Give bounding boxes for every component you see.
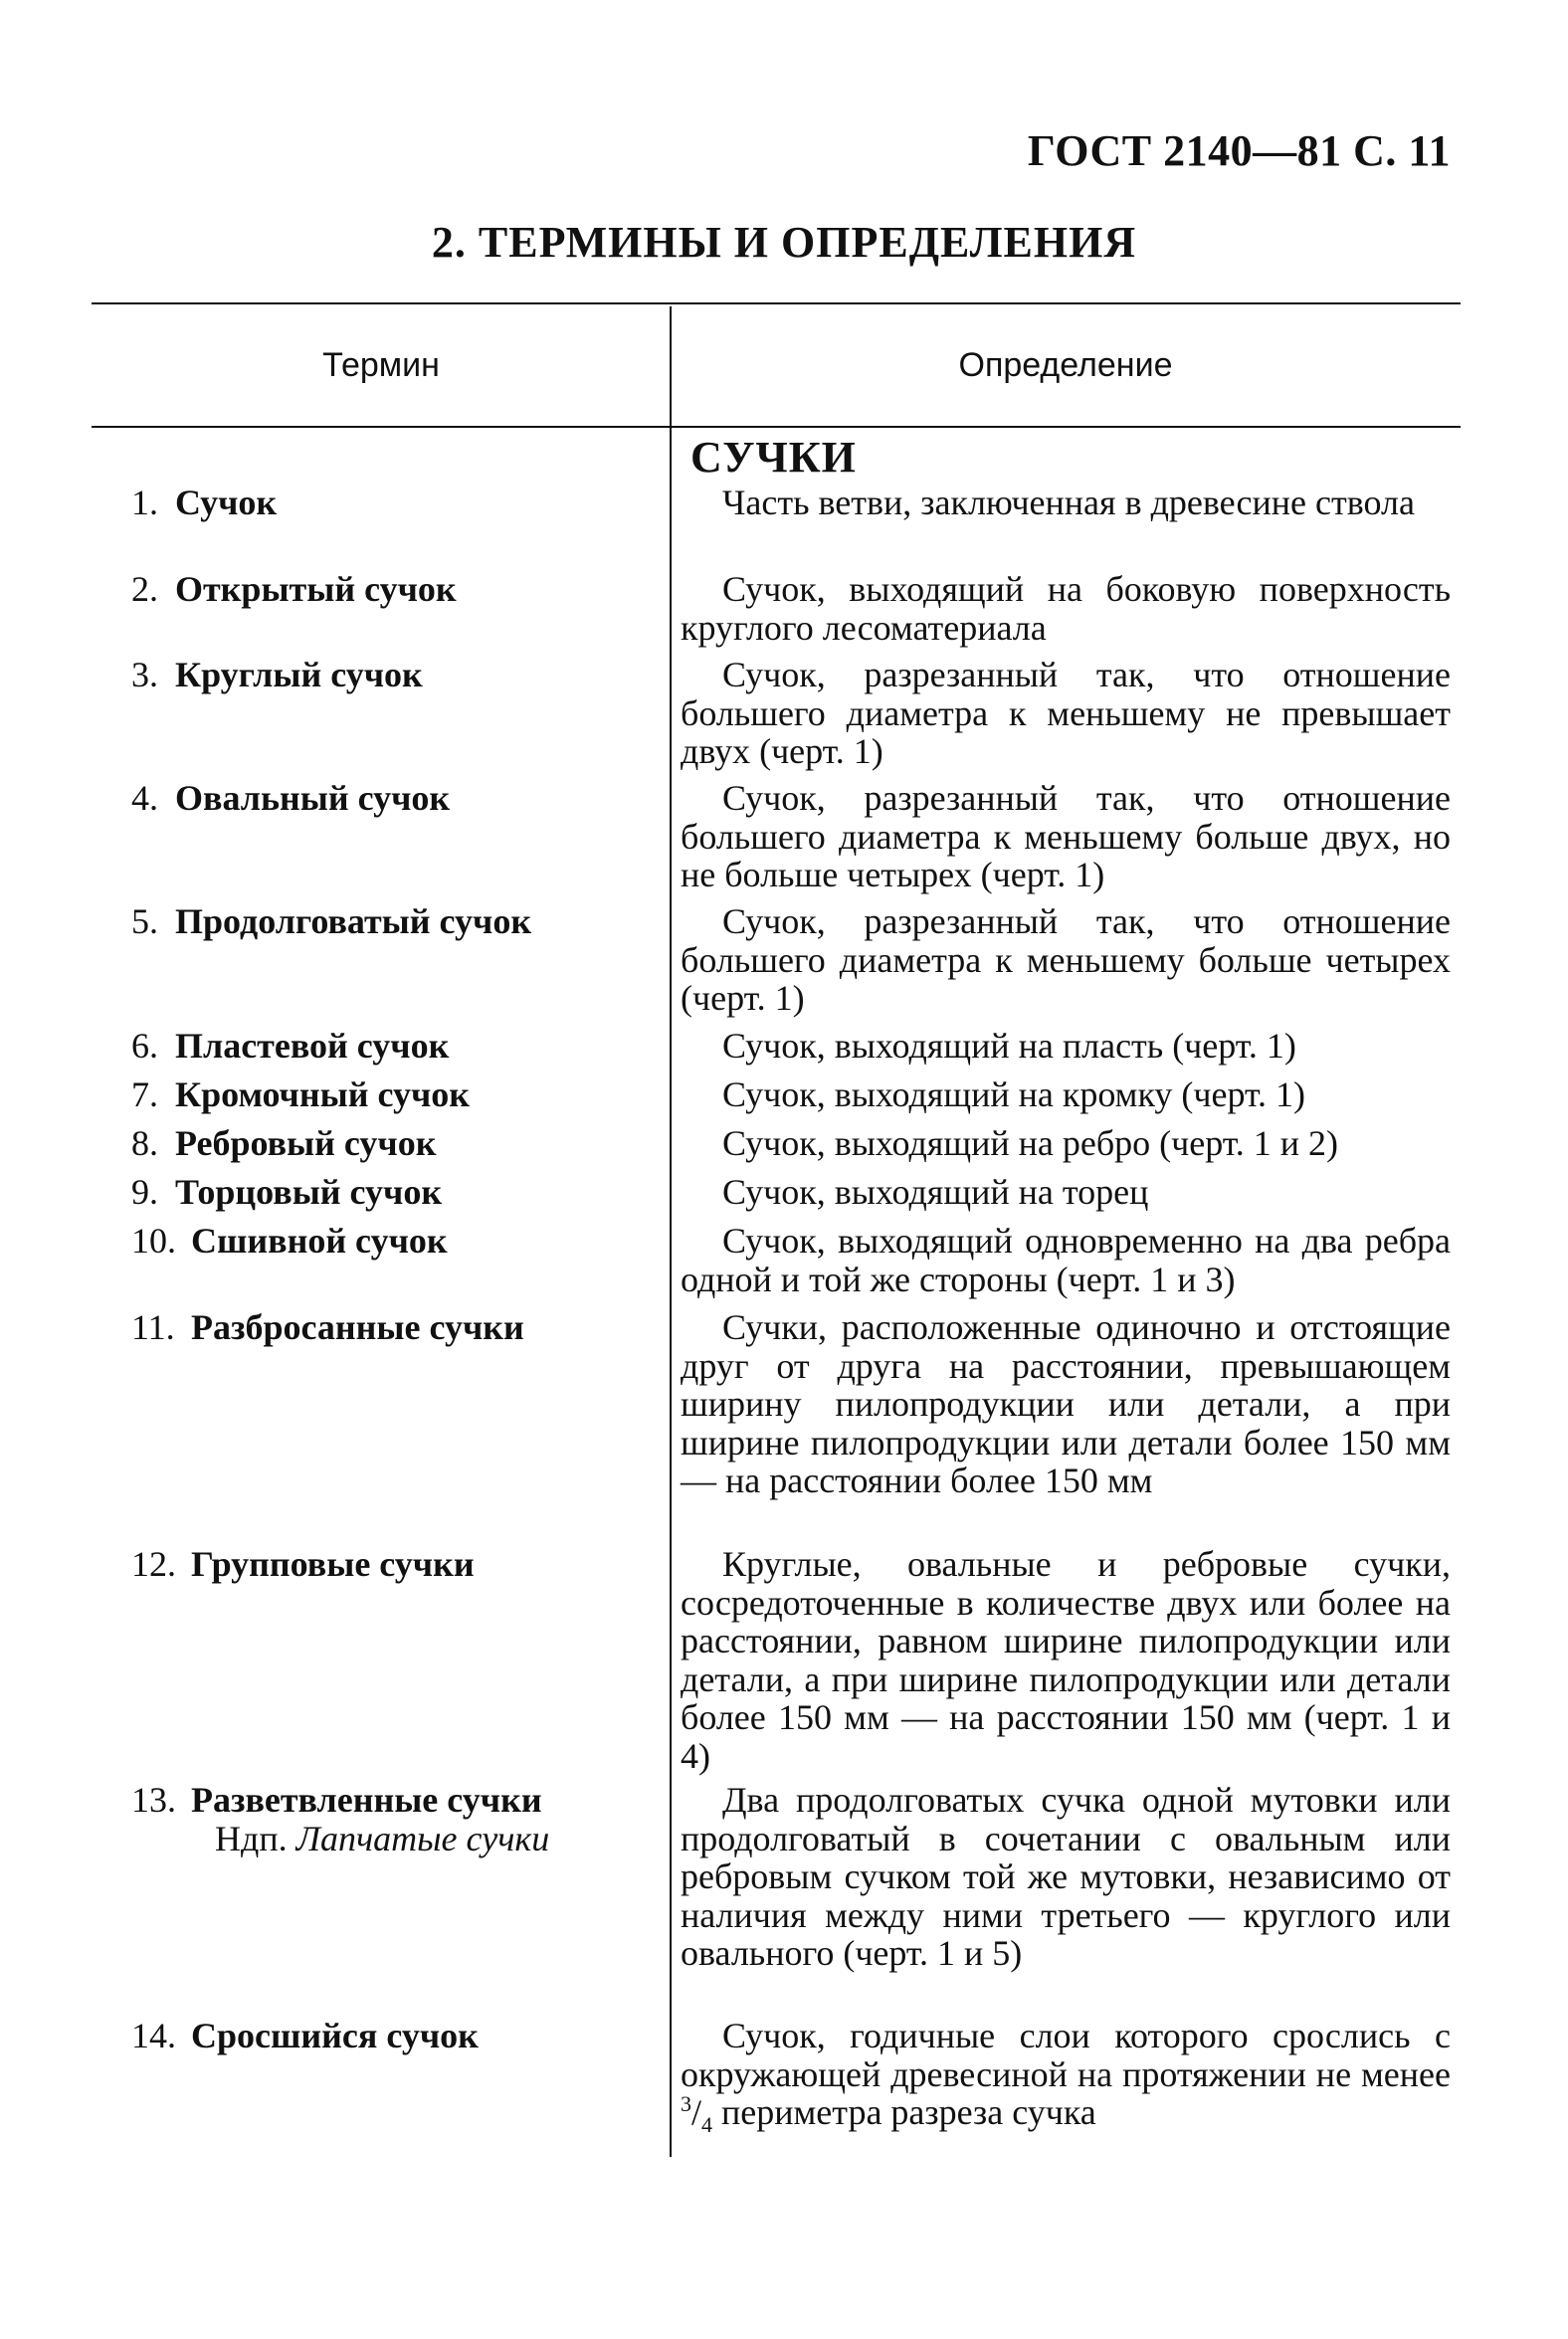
term-row-11 — [131, 1308, 649, 1347]
term-number: 4. — [131, 778, 158, 818]
definition-text: Сучок, годичные слои которого срослись с окружающей древесиной на протяжении не менее — [681, 2016, 1451, 2094]
column-header-term: Термин — [322, 346, 440, 384]
table-column-divider — [670, 306, 672, 2157]
definition-row-11: Сучки, расположенные одиночно и отстоящие друг от друга на расстоянии, превышающем ширину пилопродукции или детали, а при ширине пилопродукции или детали более 150 мм — на расстоянии более 150 мм — [681, 1307, 1451, 1500]
term-number: 12. — [131, 1544, 176, 1584]
term-row-12 — [131, 1545, 649, 1584]
term-row-4 — [131, 779, 649, 818]
definition-text: периметра разреза сучка — [721, 2092, 1096, 2132]
rejected-synonym — [131, 1820, 649, 1858]
term-row-1 — [131, 484, 649, 522]
term-row-2 — [131, 570, 649, 609]
page-title: 2. ТЕРМИНЫ И ОПРЕДЕЛЕНИЯ — [431, 218, 1137, 267]
term-number: 9. — [131, 1172, 158, 1212]
term-name: Сросшийся сучок — [191, 2016, 479, 2055]
term-number: 8. — [131, 1123, 158, 1163]
definition-row-13: Два продолговатых сучка одной мутовки или продолговатый в сочетании с овальным или ребровым сучком той же мутовки, независимо от наличия между ними третьего — круглого или овального (черт. 1 и 5) — [681, 1780, 1451, 1973]
term-number: 1. — [131, 483, 158, 522]
definition-row-3: Сучок, разрезанный так, что отношение большего диаметра к меньшему не превышает двух (черт. 1) — [681, 655, 1451, 771]
definition-row-2: Сучок, выходящий на боковую поверхность круглого лесоматериала — [681, 569, 1451, 648]
term-row-14 — [131, 2017, 649, 2055]
definition-row-1: Часть ветви, заключенная в древесине ствола — [722, 483, 1415, 522]
synonym-term: Лапчатые сучки — [295, 1818, 550, 1858]
synonym-label: Ндп. — [215, 1818, 288, 1858]
term-row-6 — [131, 1027, 649, 1066]
definition-row-8: Сучок, выходящий на ребро (черт. 1 и 2) — [722, 1123, 1339, 1163]
fraction-numerator: 3 — [681, 2091, 691, 2116]
term-name: Сшивной сучок — [191, 1221, 448, 1261]
term-name: Разбросанные сучки — [191, 1307, 524, 1347]
definition-row-10: Сучок, выходящий одновременно на два ребра одной и той же стороны (черт. 1 и 3) — [681, 1221, 1451, 1299]
term-number: 5. — [131, 901, 158, 941]
term-row-10 — [131, 1222, 649, 1261]
term-number: 3. — [131, 655, 158, 694]
term-number: 2. — [131, 569, 158, 609]
term-name: Круглый сучок — [175, 655, 423, 694]
term-name: Овальный сучок — [175, 778, 451, 818]
definition-row-6: Сучок, выходящий на пласть (черт. 1) — [722, 1026, 1296, 1066]
term-name: Разветвленные сучки — [191, 1780, 542, 1820]
table-header-rule — [92, 426, 1461, 428]
term-number: 6. — [131, 1026, 158, 1066]
term-name: Ребровый сучок — [175, 1123, 437, 1163]
term-row-8 — [131, 1124, 649, 1163]
term-row-5 — [131, 902, 649, 941]
term-number: 7. — [131, 1074, 158, 1114]
term-name: Групповые сучки — [191, 1544, 475, 1584]
term-number: 11. — [131, 1307, 175, 1347]
term-name: Сучок — [175, 483, 278, 522]
term-name: Пластевой сучок — [175, 1026, 450, 1066]
term-name: Кромочный сучок — [175, 1074, 470, 1114]
definition-row-12: Круглые, овальные и ребровые сучки, сосредоточенные в количестве двух или более на расстоянии, равном ширине пилопродукции или детали, а при ширине пилопродукции или детали более 150 мм — на расстоянии 150 мм (черт. 1 и 4) — [681, 1544, 1451, 1776]
page-header: ГОСТ 2140—81 С. 11 — [1027, 126, 1451, 175]
term-row-13 — [131, 1781, 649, 1857]
table-top-rule — [92, 302, 1461, 304]
term-number: 10. — [131, 1221, 176, 1261]
section-heading: СУЧКИ — [690, 433, 857, 482]
term-number: 13. — [131, 1780, 176, 1820]
fraction-denominator: 4 — [701, 2112, 713, 2138]
definition-row-9: Сучок, выходящий на торец — [722, 1172, 1149, 1212]
definition-row-7: Сучок, выходящий на кромку (черт. 1) — [722, 1074, 1306, 1114]
definition-row-5: Сучок, разрезанный так, что отношение большего диаметра к меньшему больше четырех (черт. 1) — [681, 901, 1451, 1018]
term-row-9 — [131, 1173, 649, 1212]
column-header-definition: Определение — [958, 346, 1173, 384]
term-name: Торцовый сучок — [175, 1172, 443, 1212]
term-name: Продолговатый сучок — [175, 901, 532, 941]
term-row-7 — [131, 1075, 649, 1114]
term-row-3 — [131, 656, 649, 694]
term-number: 14. — [131, 2016, 176, 2055]
definition-row-14: Сучок, годичные слои которого срослись с окружающей древесиной на протяжении не менее $^3/_4$ периметра разреза сучка — [681, 2016, 1451, 2138]
definition-row-4: Сучок, разрезанный так, что отношение большего диаметра к меньшему больше двух, но не больше четырех (черт. 1) — [681, 778, 1451, 894]
term-name: Открытый сучок — [175, 569, 457, 609]
